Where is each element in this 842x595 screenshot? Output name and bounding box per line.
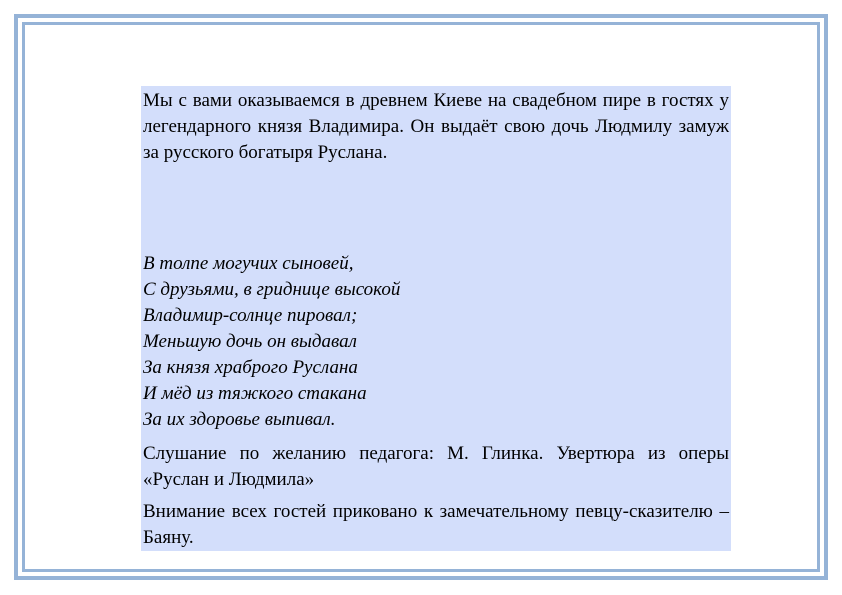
attention-paragraph: Внимание всех гостей приковано к замечательному певцу-сказителю – Баяну. — [143, 501, 729, 548]
poem-line: Владимир-солнце пировал; — [143, 305, 358, 326]
poem-line: В толпе могучих сыновей, — [143, 253, 354, 274]
poem-line: За князя храброго Руслана — [143, 357, 358, 378]
poem-line: И мёд из тяжкого стакана — [143, 383, 367, 404]
poem-stanza — [143, 251, 729, 433]
poem-line: С друзьями, в гриднице высокой — [143, 279, 401, 300]
poem-line: Меньшую дочь он выдавал — [143, 331, 357, 352]
intro-paragraph: Мы с вами оказываемся в древнем Киеве на свадебном пире в гостях у легендарного князя Владимира. Он выдаёт свою дочь Людмилу замуж за русского богатыря Руслана. — [143, 90, 729, 163]
poem-line: За их здоровье выпивал. — [143, 409, 336, 430]
listening-paragraph: Слушание по желанию педагога: М. Глинка. Увертюра из оперы «Руслан и Людмила» — [143, 443, 729, 490]
text-block — [141, 86, 731, 551]
